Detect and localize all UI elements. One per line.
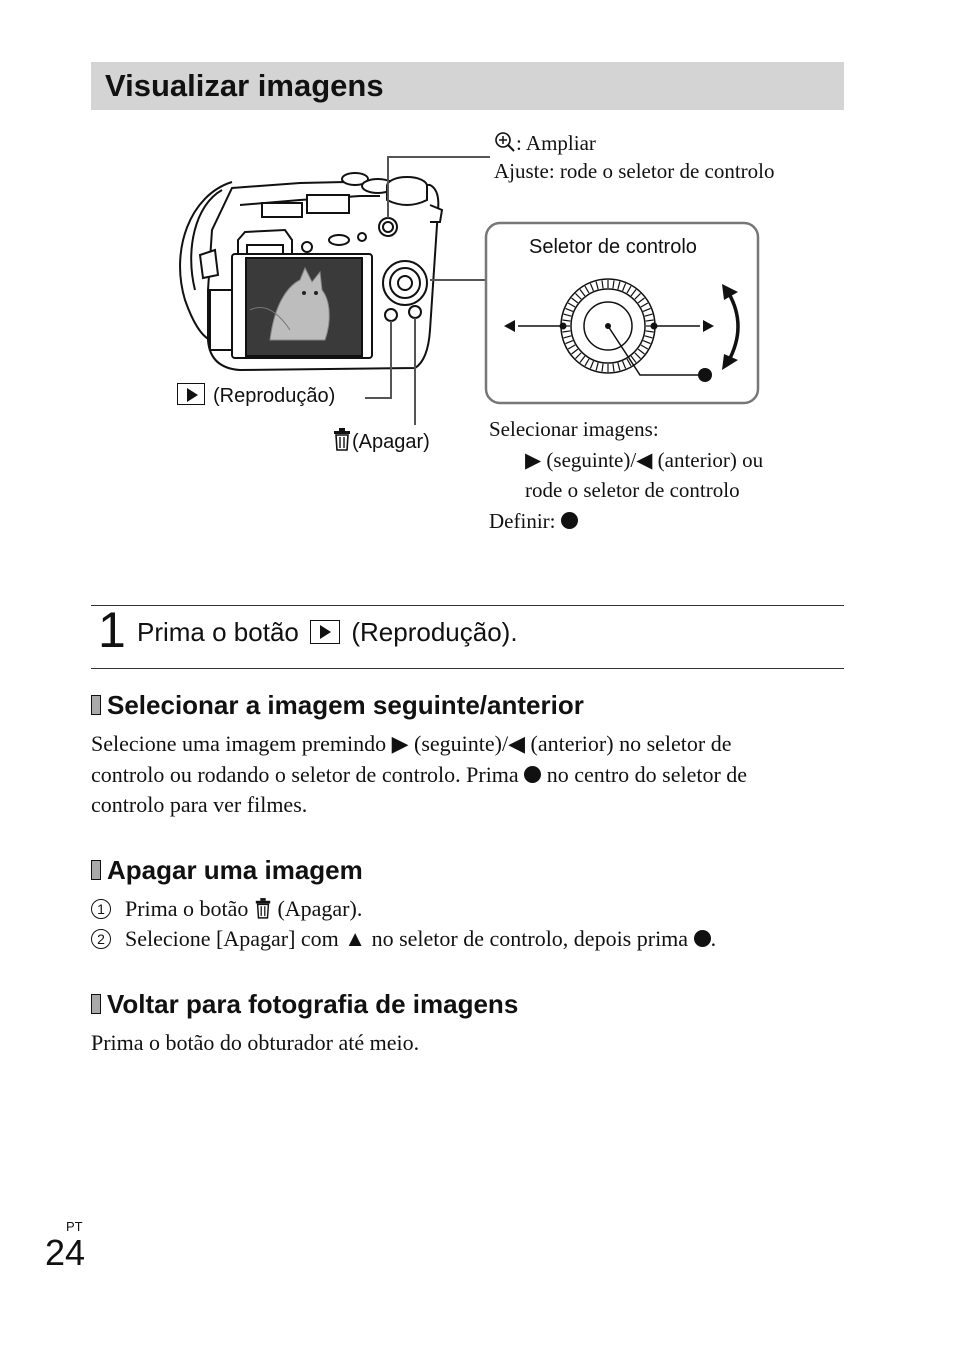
text-run: (seguinte)/ [414, 731, 509, 756]
text-run: Selecione [Apagar] com [125, 926, 339, 951]
page-number: 24 [45, 1232, 86, 1273]
text-run: no centro do seletor de [546, 761, 748, 787]
page-title-bar [91, 62, 844, 110]
triangle-right-icon: ▶ [525, 448, 542, 472]
text-run: controlo para ver filmes. [91, 792, 308, 817]
delete-step-1 [91, 896, 362, 925]
section-return-text: Prima o botão do obturador até meio. [91, 1030, 420, 1055]
play-icon [310, 620, 340, 644]
select-images-label: Selecionar imagens: [489, 417, 659, 441]
define-label: Definir: [489, 509, 556, 533]
triangle-right-icon: ▶ [391, 731, 409, 756]
play-icon [177, 383, 205, 405]
trash-icon [332, 427, 352, 457]
step-number-badge: 1 [91, 899, 111, 919]
section-marker-icon [91, 695, 101, 715]
triangle-left-icon: ◀ [636, 448, 653, 472]
section-heading-return [91, 989, 518, 1020]
triangle-up-icon: ▲ [344, 926, 367, 951]
delete-label-text: (Apagar) [352, 431, 430, 453]
filled-circle-icon [524, 766, 541, 783]
text-run: Prima o botão [125, 896, 249, 921]
step-1-text-before: Prima o botão [137, 617, 299, 647]
zoom-label-text: : Ampliar [516, 131, 596, 155]
section-heading-text: Voltar para fotografia de imagens [107, 989, 519, 1019]
define-line [489, 507, 578, 535]
text-run: (anterior) no seletor de [530, 731, 732, 756]
section-heading-delete [91, 855, 363, 886]
next-prev-line [525, 446, 763, 474]
rotate-line: rode o seletor de controlo [525, 478, 740, 502]
section-marker-icon [91, 994, 101, 1014]
step-rule-top [91, 605, 844, 606]
section-heading-next-prev [91, 690, 584, 721]
camera-illustration [0, 115, 954, 555]
camera-figure [0, 115, 954, 555]
delete-step-2 [91, 926, 716, 952]
filled-circle-icon [561, 512, 578, 529]
filled-circle-icon [694, 930, 711, 947]
delete-label [332, 427, 430, 457]
playback-label [177, 383, 335, 408]
next-prev-text: (seguinte)/ [546, 448, 637, 472]
text-run: no seletor de controlo, depois prima [371, 926, 689, 951]
step-1-text-after: (Reprodução). [351, 617, 518, 647]
section-heading-text: Selecionar a imagem seguinte/anterior [107, 690, 584, 720]
page-language-code: PT [66, 1219, 83, 1234]
text-run: controlo ou rodando o seletor de controlo. Prima [91, 761, 519, 787]
section-next-prev-text [91, 729, 831, 821]
playback-label-text: (Reprodução) [213, 385, 336, 407]
step-rule-bottom [91, 668, 844, 669]
adjust-label: Ajuste: rode o seletor de controlo [494, 159, 775, 183]
step-number: 1 [98, 602, 126, 658]
triangle-left-icon: ◀ [508, 731, 526, 756]
next-prev-text2: (anterior) ou [657, 448, 764, 472]
step-1-text [137, 617, 518, 648]
section-heading-text: Apagar uma imagem [107, 855, 363, 885]
text-run: Selecione uma imagem premindo [91, 731, 387, 756]
section-marker-icon [91, 860, 101, 880]
trash-icon [254, 897, 272, 925]
step-number-badge: 2 [91, 929, 111, 949]
text-run: (Apagar). [277, 896, 363, 921]
control-wheel-title: Seletor de controlo [529, 236, 697, 258]
zoom-in-icon [494, 131, 516, 160]
page-title: Visualizar imagens [105, 68, 384, 103]
zoom-label [494, 129, 596, 160]
text-run: . [710, 926, 717, 951]
